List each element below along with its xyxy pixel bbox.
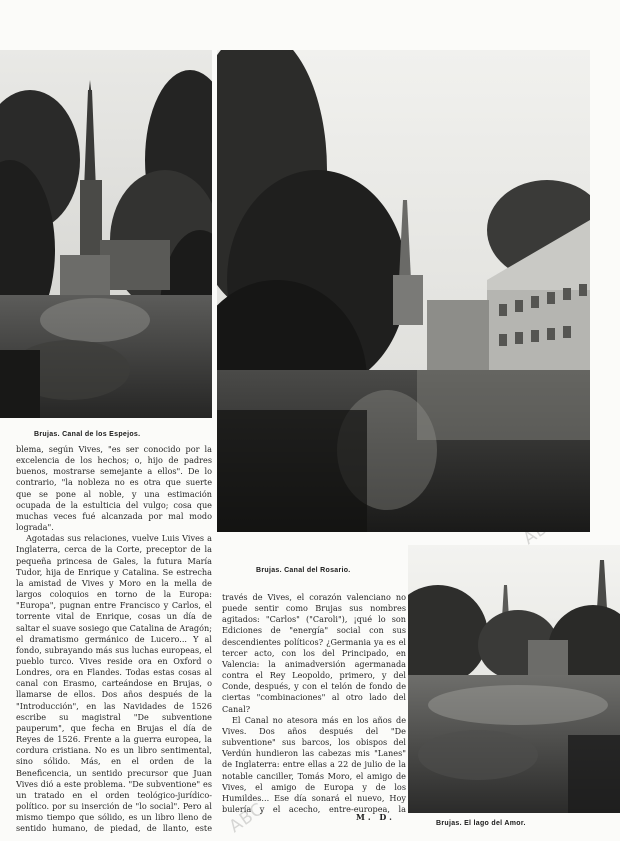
article-column-middle: [222, 592, 406, 816]
article-paragraph: Agotadas sus relaciones, vuelve Luis Vives a Inglaterra, cerca de la Corte, preceptor de la pequeña princesa de Gales, la futura María Tudor, hija de Enrique y Catalina. Se estrecha la amistad de Vives y Moro en la mella de largos coloquios en torno de la Europa: "Europa", pugnan entre Francisco y Carlos, el torrente vital de Enrique, cosas un día de saltar el suave sosiego que Catalina de Aragón; el dramatismo germánico de Lucero... Y al fondo, subrayando más sus luchas europeas, el pueblo turco. Vives reside ora en Oxford o Londres, ora en Flandes. Todas estas cosas al canal con Erasmo, carteándose en Brujas, o llamarse de ellos. Dos años después de la "Introducción", en las Navidades de 1526 escribe su magistral "De subventione pauperum", que fecha en Brujas el día de Reyes de 1526. Frente a la guerra europea, la cordura cristiana. No es un libro sentimental, sino sólido. Más, en el orden de la Beneficencia, un sentido precursor que Juan Vives dió a este problema. "De subventione" es un tratado en el orden teológico-jurídico-político. por su inserción de "lo social". Pero al mismo tiempo que sólido, es un libro lleno de sentido humano, de piedad, de llanto, este: [16, 533, 212, 833]
watermark: ABC: [225, 798, 269, 838]
photo-canal-espejos-image: [0, 50, 212, 418]
photo-canal-rosario: [217, 50, 590, 532]
author-initials: M. D.: [356, 812, 395, 822]
article-paragraph: El Canal no atesora más en los años de Vives. Dos años después del "De subventione" sus barcos, los obispos del Verdún hundieron las cabezas mis "Lanes" de Inglaterra: entre ellas a 22 de julio de la notable canciller, Tomás Moro, el amigo de Vives, el amigo de Europa y de los Humildes... Ese día sonará el nuevo, Hoy bulería y el acecho, entre-europea, la: [222, 714, 406, 814]
article-column-left: [16, 444, 212, 833]
caption-canal-espejos: Brujas. Canal de los Espejos.: [34, 431, 141, 438]
photo-lago-amor: [408, 545, 620, 813]
caption-lago-amor: Brujas. El lago del Amor.: [436, 820, 526, 827]
caption-canal-rosario: Brujas. Canal del Rosario.: [256, 567, 351, 574]
photo-canal-espejos: [0, 50, 212, 418]
article-paragraph: blema, según Vives, "es ser conocido por la excelencia de los hechos; o, hijo de padres buenos, mostrarse semejante a ellos". De lo contrario, "la nobleza no es otra que suerte que se pone al noble, y una estimación ocupada de la estulticia del vulgo; cosa que muchas veces fué alcanzada por mal modo lograda".: [16, 444, 212, 533]
article-paragraph: través de Vives, el corazón valenciano no puede sentir como Brujas sus nombres agitados: "Carlos" ("Caroli"), ¡qué lo son Ediciones de "energía" social con sus descendientes políticos? ¿Germania ya es el tercer acto, con los del Principado, en Valencia: la animadversión agermanada contra el Rey Leopoldo, primero, y del Conde, después, y con el telón de fondo de ciertas "combinaciones" al otro lado del Canal?: [222, 592, 406, 714]
photo-lago-amor-image: [408, 545, 620, 813]
photo-canal-rosario-image: [217, 50, 590, 532]
